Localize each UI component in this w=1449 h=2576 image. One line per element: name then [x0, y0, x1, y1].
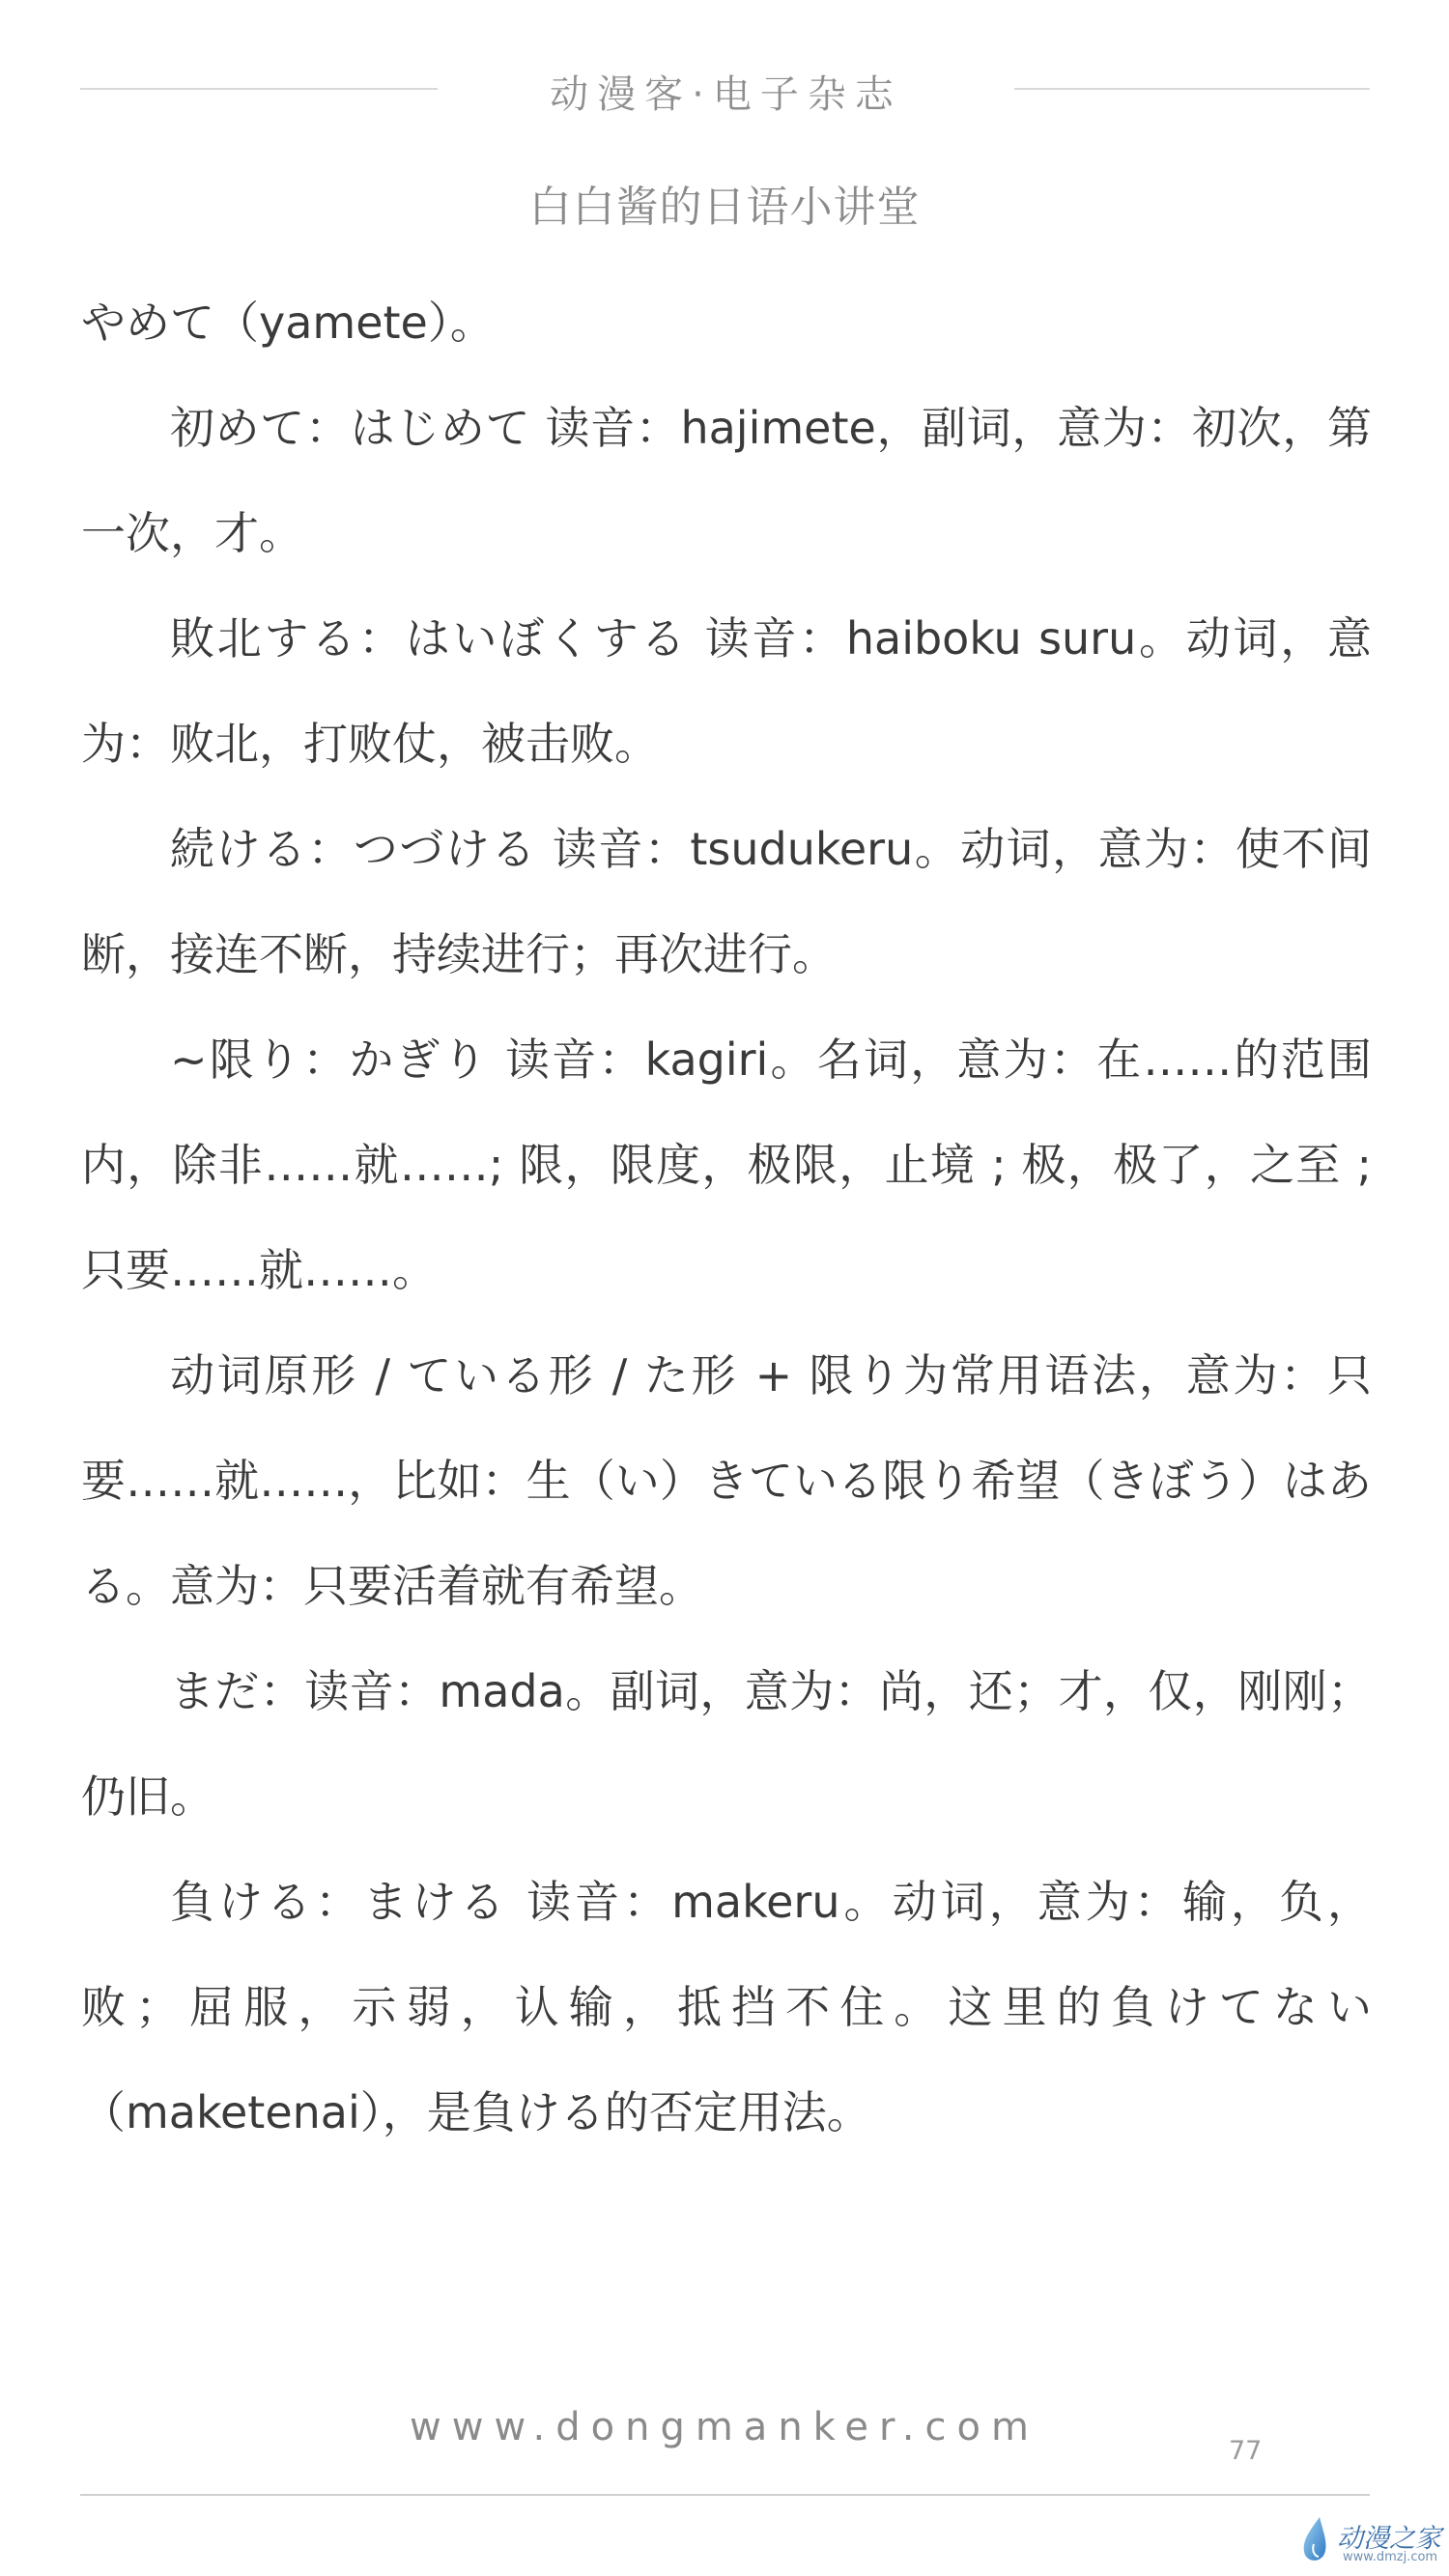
page-number: 77	[1229, 2436, 1263, 2466]
magazine-header	[0, 56, 1449, 124]
paragraph-8: 負ける：まける 读音：makeru。动词，意为：输，负，败；屈服，示弱，认输，抵挡不住。这里的負けてない（maketenai），是負ける的否定用法。	[81, 1876, 1372, 2138]
magazine-title: 动漫客·电子杂志	[550, 72, 902, 117]
column-title: 白白酱的日语小讲堂	[528, 183, 921, 232]
paragraph-2: 初めて：はじめて 读音：hajimete，副词，意为：初次，第一次，才。	[81, 402, 1372, 559]
paragraph-4: 続ける：つづける 读音：tsudukeru。动词，意为：使不间断，接连不断，持续进行；再次进行。	[81, 823, 1372, 980]
watermark-url: www.dmzj.com	[1343, 2550, 1438, 2564]
site-watermark	[1294, 2509, 1449, 2573]
article-body	[81, 270, 1372, 2166]
watermark-name: 动漫之家	[1337, 2524, 1441, 2554]
footer-url: www.dongmanker.com	[410, 2405, 1039, 2449]
paragraph-3: 敗北する：はいぼくする 读音：haiboku suru。动词，意为：败北，打败仗，被击败。	[81, 612, 1372, 770]
drop-logo-icon	[1300, 2515, 1329, 2565]
header-divider-left	[80, 88, 438, 90]
paragraph-6: 动词原形 / ている形 / た形 + 限り为常用语法，意为：只要……就……，比如：生（い）きている限り希望（きぼう）はある。意为：只要活着就有希望。	[81, 1349, 1372, 1612]
paragraph-5: ~限り：かぎり 读音：kagiri。名词，意为：在……的范围内，除非……就……; 限，限度，极限，止境 ; 极，极了，之至 ; 只要……就……。	[81, 1033, 1372, 1296]
paragraph-7: まだ：读音：mada。副词，意为：尚，还；才，仅，刚刚；仍旧。	[81, 1665, 1372, 1823]
footer-divider	[80, 2494, 1370, 2496]
paragraph-1: やめて（yamete）。	[81, 297, 495, 349]
header-divider-right	[1014, 88, 1370, 90]
